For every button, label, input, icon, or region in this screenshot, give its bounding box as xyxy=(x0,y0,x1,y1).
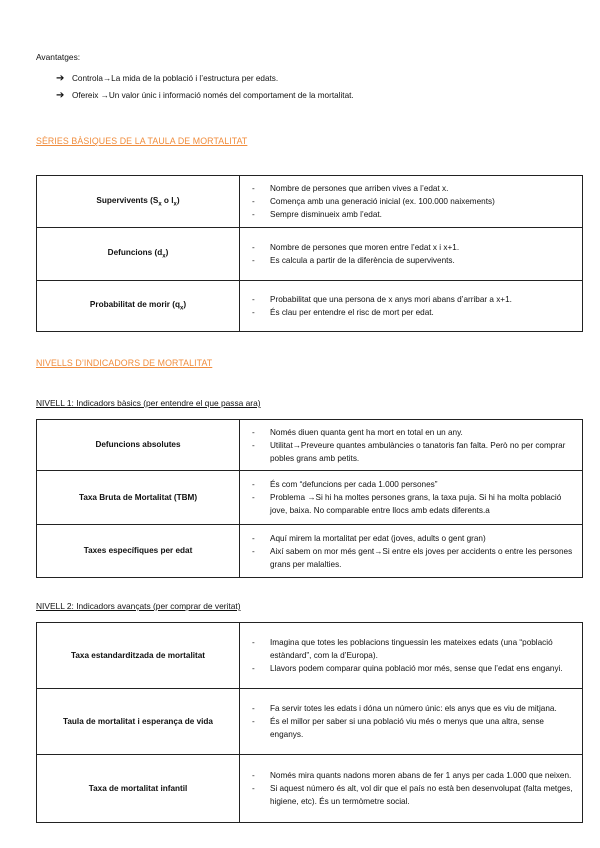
list-item: ➔ Ofereix →Un valor únic i informació només del comportament de la mortalitat. xyxy=(56,89,354,101)
table-row xyxy=(37,176,583,228)
description-cell xyxy=(240,176,583,228)
level2-table xyxy=(36,622,583,823)
table-row xyxy=(37,281,583,332)
arrow-right-icon: ➔ xyxy=(56,73,65,84)
list-item: - Nombre de persones que arriben vives a l’edat x. xyxy=(252,184,449,193)
term-cell: Taula de mortalitat i esperança de vida xyxy=(37,689,240,755)
level1-table xyxy=(36,419,583,578)
description-cell xyxy=(240,689,583,755)
table-row xyxy=(37,755,583,823)
list-item: - Imagina que totes les poblacions tinguessin les mateixes edats (una “població estàndard”, com la d’Europa). xyxy=(252,638,553,660)
levels-title: NIVELLS D’INDICADORS DE MORTALITAT xyxy=(36,358,213,368)
list-item: - Utilitat→Preveure quantes ambulàncies o tanatoris fan falta. Però no per comprar pobles grans amb petits. xyxy=(252,440,566,463)
description-cell xyxy=(240,471,583,525)
description-cell xyxy=(240,623,583,689)
table-row xyxy=(37,525,583,578)
advantages-list xyxy=(56,72,354,105)
term-cell: Defuncions $(d_x)$ xyxy=(37,228,240,281)
list-item: - És el millor per saber si una població viu més o menys que una altra, sense enganys. xyxy=(252,717,544,739)
list-item: - Només mira quants nadons moren abans de fer 1 anys per cada 1.000 que neixen. xyxy=(252,771,572,780)
description-cell xyxy=(240,525,583,578)
term-cell: Probabilitat de morir $(q_x)$ xyxy=(37,281,240,332)
term-cell: Taxes específiques per edat xyxy=(37,525,240,578)
table-row xyxy=(37,471,583,525)
basic-series-title: SÈRIES BÀSIQUES DE LA TAULA DE MORTALITAT xyxy=(36,136,248,146)
basic-series-table xyxy=(36,175,583,332)
description-cell xyxy=(240,420,583,471)
term-cell: Defuncions absolutes xyxy=(37,420,240,471)
description-cell xyxy=(240,228,583,281)
list-item: ➔ Controla→La mida de la població i l’estructura per edats. xyxy=(56,73,279,84)
table-row xyxy=(37,623,583,689)
table-row xyxy=(37,689,583,755)
list-item: - Es calcula a partir de la diferència de supervivents. xyxy=(252,256,455,265)
list-item: - Així sabem on mor més gent→Si entre els joves per accidents o entre les persones grans per malalties. xyxy=(252,546,573,569)
term-cell: Supervivents ($S_x$ o $l_x$) xyxy=(37,176,240,228)
table-row xyxy=(37,420,583,471)
list-item: - Nombre de persones que moren entre l’edat x i x+1. xyxy=(252,243,460,252)
level2-title: NIVELL 2: Indicadors avançats (per comprar de veritat) xyxy=(36,601,241,611)
term-cell: Taxa estandarditzada de mortalitat xyxy=(37,623,240,689)
description-cell xyxy=(240,281,583,332)
list-item: - Si aquest número és alt, vol dir que el país no està ben desenvolupat (falta metges, higiene, etc). És un termòmetre social. xyxy=(252,784,573,806)
list-item: - És com “defuncions per cada 1.000 persones” xyxy=(252,480,438,489)
list-item: - Problema →Si hi ha moltes persones grans, la taxa puja. Si hi ha molta població jove, baixa. No comparable entre llocs amb edats diferents.a xyxy=(252,493,562,515)
advantages-label: Avantatges: xyxy=(36,52,81,62)
arrow-right-icon: ➔ xyxy=(56,89,65,101)
term-cell: Taxa de mortalitat infantil xyxy=(37,755,240,823)
list-item: - Fa servir totes les edats i dóna un número únic: els anys que es viu de mitjana. xyxy=(252,704,557,713)
level1-title: NIVELL 1: Indicadors bàsics (per entendre el que passa ara) xyxy=(36,398,261,408)
list-item: - Probabilitat que una persona de x anys mori abans d’arribar a x+1. xyxy=(252,295,512,304)
list-item: - Comença amb una generació inicial (ex. 100.000 naixements) xyxy=(252,197,495,206)
table-row xyxy=(37,228,583,281)
list-item: - Només diuen quanta gent ha mort en total en un any. xyxy=(252,427,463,437)
term-cell: Taxa Bruta de Mortalitat (TBM) xyxy=(37,471,240,525)
list-item: - Llavors podem comparar quina població mor més, sense que l’edat ens enganyi. xyxy=(252,664,563,673)
description-cell xyxy=(240,755,583,823)
list-item: - És clau per entendre el risc de mort per edat. xyxy=(252,308,434,317)
list-item: - Sempre disminueix amb l’edat. xyxy=(252,210,382,219)
list-item: - Aquí mirem la mortalitat per edat (joves, adults o gent gran) xyxy=(252,533,486,543)
